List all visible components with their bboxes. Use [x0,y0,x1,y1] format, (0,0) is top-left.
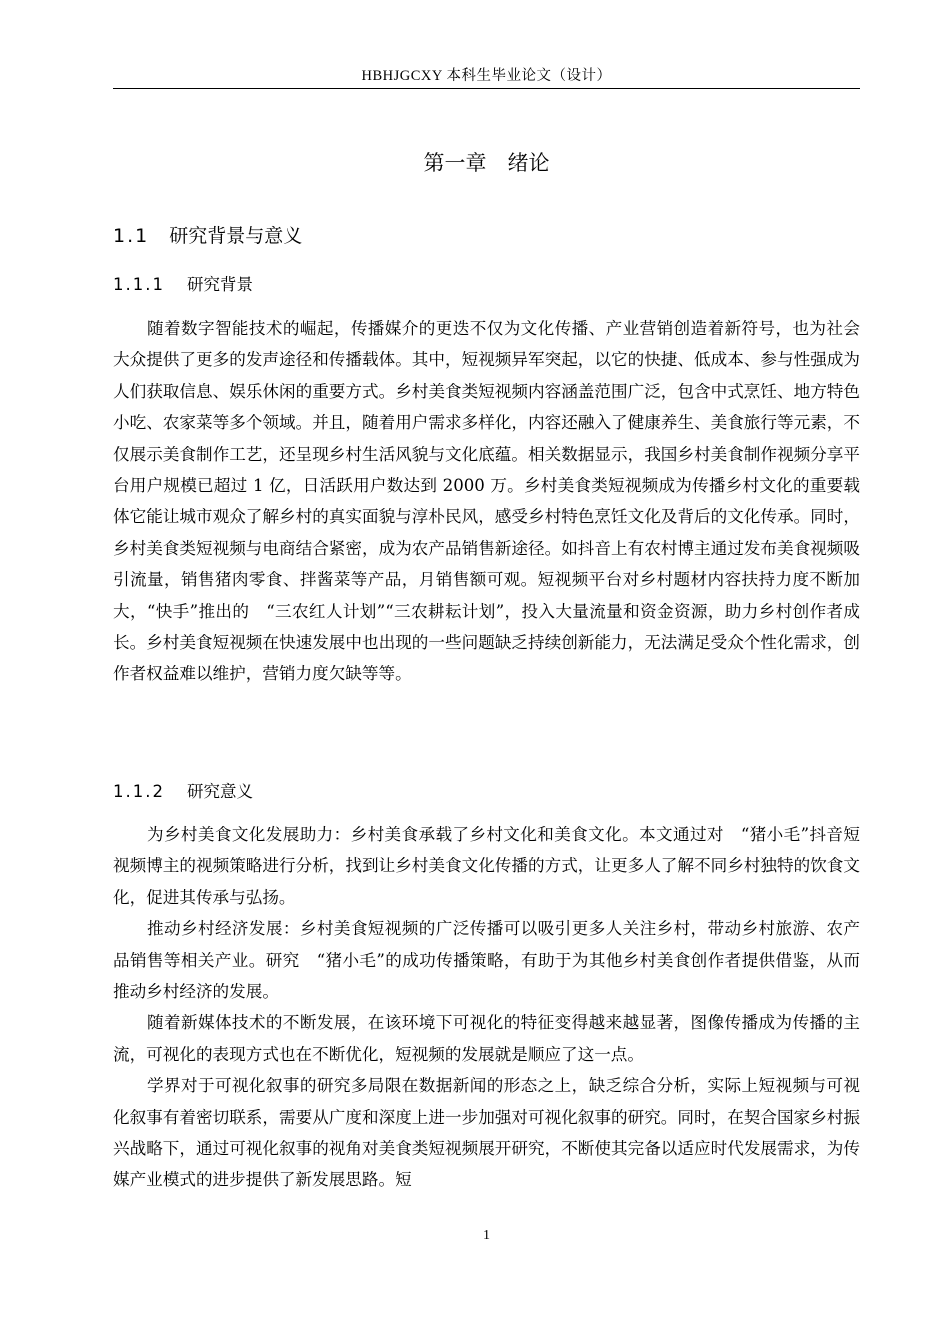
significance-body [113,819,860,1196]
paragraph: 随着新媒体技术的不断发展，在该环境下可视化的特征变得越来越显著，图像传播成为传播的主流，可视化的表现方式也在不断优化，短视频的发展就是顺应了这一点。 [113,1013,860,1064]
section-title: 研究背景与意义 [169,225,303,247]
section-number: 1.1.2 [113,782,165,801]
section-heading-1-1-2 [113,778,253,806]
section-number: 1.1 [113,225,150,247]
paragraph: 随着数字智能技术的崛起，传播媒介的更迭不仅为文化传播、产业营销创造着新符号，也为社会大众提供了更多的发声途径和传播载体。其中，短视频异军突起，以它的快捷、低成本、参与性强成为人们获取信息、娱乐休闲的重要方式。乡村美食类短视频内容涵盖范围广泛，包含中式烹饪、地方特色小吃、农家菜等多个领域。并且，随着用户需求多样化，内容还融入了健康养生、美食旅行等元素，不仅展示美食制作工艺，还呈现乡村生活风貌与文化底蕴。相关数据显示，我国乡村美食制作视频分享平台用户规模已超过 1 亿，日活跃用户数达到 2000 万。乡村美食类短视频成为传播乡村文化的重要载体它能让城市观众了解乡村的真实面貌与淳朴民风，感受乡村特色烹饪文化及背后的文化传承。同时，乡村美食类短视频与电商结合紧密，成为农产品销售新途径。如抖音上有农村博主通过发布美食视频吸引流量，销售猪肉零食、拌酱菜等产品，月销售额可观。短视频平台对乡村题材内容扶持力度不断加大，“快手”推出的 “三农红人计划”“三农耕耘计划”，投入大量流量和资金资源，助力乡村创作者成长。乡村美食短视频在快速发展中也出现的一些问题缺乏持续创新能力，无法满足受众个性化需求，创作者权益难以维护，营销力度欠缺等等。 [113,319,860,684]
section-title: 研究背景 [186,275,253,294]
page-header: HBHJGCXY 本科生毕业论文（设计） [361,68,612,84]
paragraph: 推动乡村经济发展：乡村美食短视频的广泛传播可以吸引更多人关注乡村，带动乡村旅游、农产品销售等相关产业。研究 “猪小毛”的成功传播策略，有助于为其他乡村美食创作者提供借鉴，从而推动乡村经济的发展。 [113,919,860,1002]
section-title: 研究意义 [186,782,253,801]
page-number: 1 [483,1228,490,1243]
section-heading-1-1 [113,222,302,250]
chapter-title: 第一章 绪论 [423,151,550,175]
header-rule [113,88,860,89]
section-heading-1-1-1 [113,271,253,299]
paragraph: 为乡村美食文化发展助力：乡村美食承载了乡村文化和美食文化。本文通过对 “猪小毛”抖音短视频博主的视频策略进行分析，找到让乡村美食文化传播的方式，让更多人了解不同乡村独特的饮食文化，促进其传承与弘扬。 [113,825,860,907]
paragraph: 学界对于可视化叙事的研究多局限在数据新闻的形态之上，缺乏综合分析，实际上短视频与可视化叙事有着密切联系，需要从广度和深度上进一步加强对可视化叙事的研究。同时，在契合国家乡村振兴战略下，通过可视化叙事的视角对美食类短视频展开研究，不断使其完备以适应时代发展需求，为传媒产业模式的进步提供了新发展思路。短 [113,1076,860,1190]
section-number: 1.1.1 [113,275,165,294]
background-body [113,313,860,690]
